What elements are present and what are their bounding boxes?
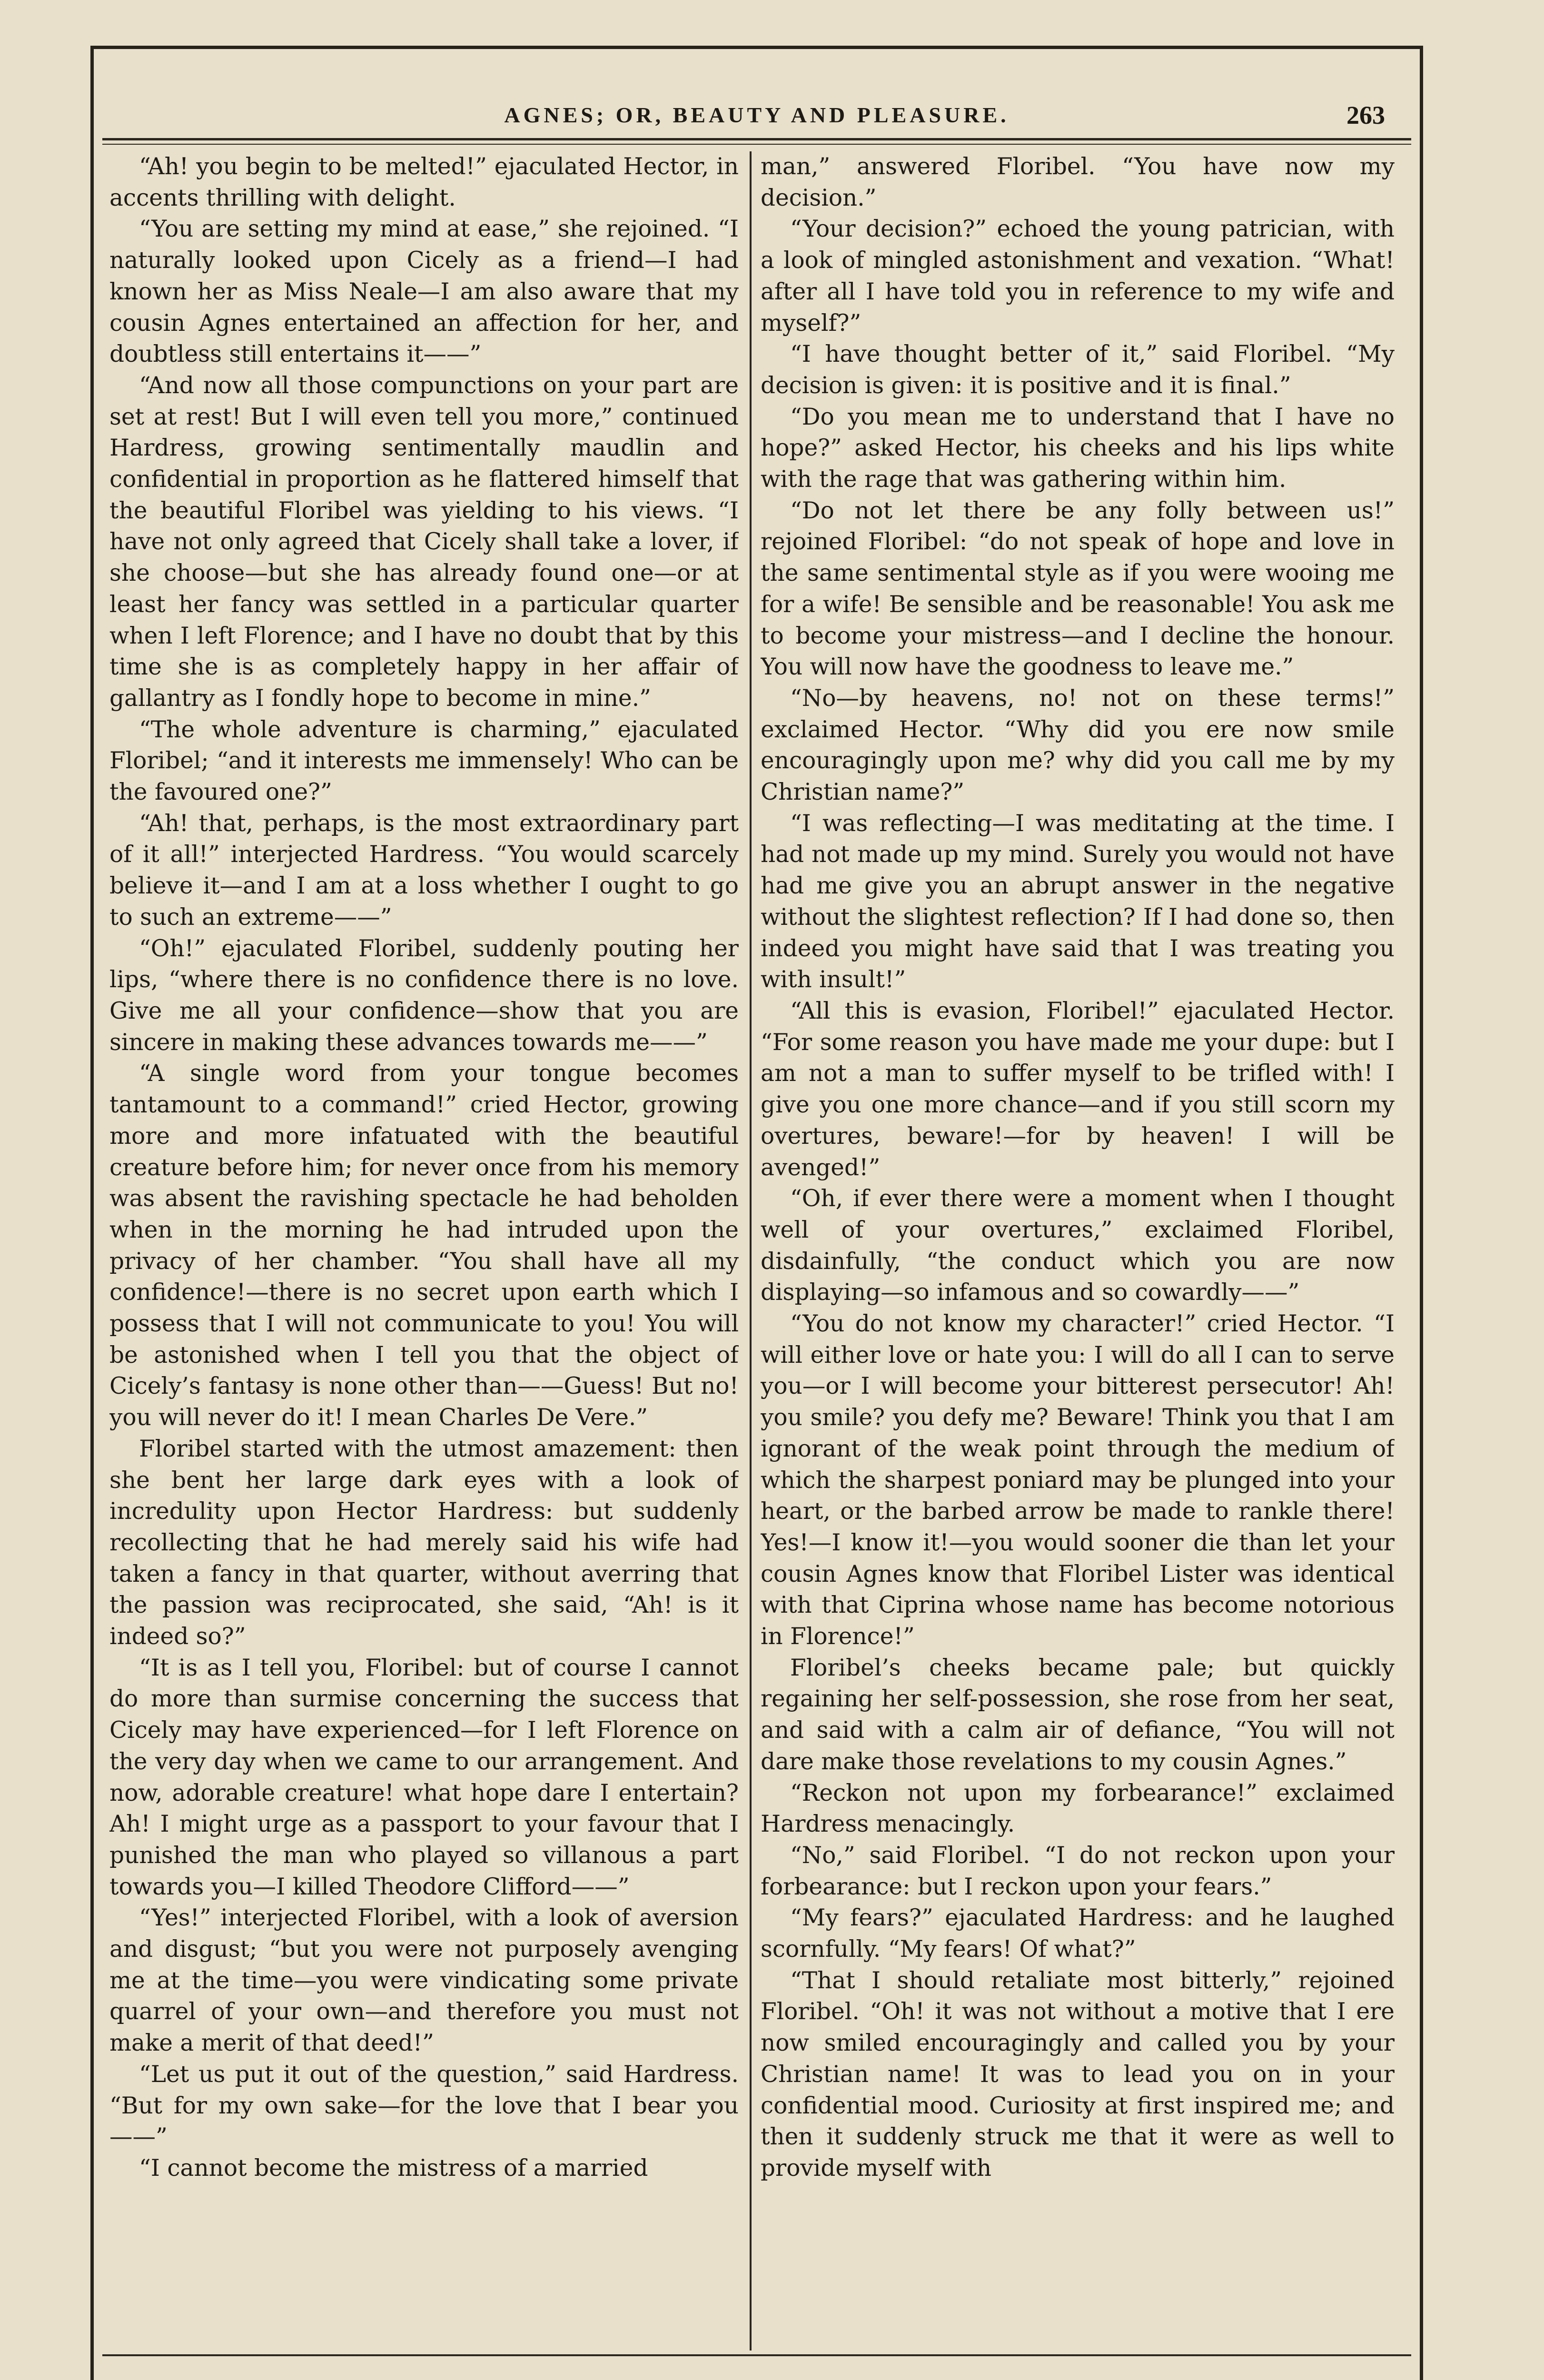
paragraph: “Ah! that, perhaps, is the most extraordinary part of it all!” interjected Hardress. “You would scarcely believe it—and I am at a loss whether I ought to go to such an extreme——” [109,810,739,931]
paragraph: “My fears?” ejaculated Hardress: and he laughed scornfully. “My fears! Of what?” [761,1904,1395,1963]
paragraph: “That I should retaliate most bitterly,” rejoined Floribel. “Oh! it was not without a motive that I ere now smiled encouragingly and called you by your Christian name! It was to lead you on in your confidential mood. Curiosity at first inspired me; and then it suddenly struck me that it were as well to provide myself with [761,1967,1395,2182]
bottom-rule [102,2354,1411,2356]
left-column [109,151,739,2350]
paragraph: “Oh, if ever there were a moment when I thought well of your overtures,” exclaimed Floribel, disdainfully, “the conduct which you are now displaying—so infamous and so cowardly——” [761,1185,1395,1306]
running-title: AGNES; OR, BEAUTY AND PLEASURE. [504,103,1010,127]
paragraph: “Let us put it out of the question,” said Hardress. “But for my own sake—for the love that I bear you——” [109,2061,739,2151]
paragraph: “I have thought better of it,” said Floribel. “My decision is given: it is positive and it is final.” [761,341,1395,399]
paragraph: “No,” said Floribel. “I do not reckon upon your forbearance: but I reckon upon your fears.” [761,1842,1395,1900]
header-rule-thin [102,144,1411,145]
paragraph: “I was reflecting—I was meditating at the time. I had not made up my mind. Surely you would not have had me give you an abrupt answer in the negative without the slightest reflection? If I had done so, then indeed you might have said that I was treating you with insult!” [761,810,1395,993]
paragraph: “Do not let there be any folly between us!” rejoined Floribel: “do not speak of hope and love in the same sentimental style as if you were wooing me for a wife! Be sensible and be reasonable! You ask me to become your mistress—and I decline the honour. You will now have the goodness to leave me.” [761,497,1395,681]
paragraph: “The whole adventure is charming,” ejaculated Floribel; “and it interests me immensely! Who can be the favoured one?” [109,716,739,806]
paragraph: “It is as I tell you, Floribel: but of course I cannot do more than surmise concerning the success that Cicely may have experienced—for I left Florence on the very day when we came to our arrangement. And now, adorable creature! what hope dare I entertain? Ah! I might urge as a passport to your favour that I punished the man who played so villanous a part towards you—I killed Theodore Clifford——” [109,1654,739,1900]
paragraph: “I cannot become the mistress of a married [139,2155,648,2182]
page-number: 263 [1346,101,1385,129]
paragraph: “Yes!” interjected Floribel, with a look of aversion and disgust; “but you were not purposely avenging me at the time—you were vindicating some private quarrel of your own—and therefore you must not make a merit of that deed!” [109,1904,739,2057]
paragraph: “Ah! you begin to be melted!” ejaculated Hector, in accents thrilling with delight. [109,153,739,211]
paragraph: “All this is evasion, Floribel!” ejaculated Hector. “For some reason you have made me your dupe: but I am not a man to suffer myself to be trifled with! I give you one more chance—and if you still scorn my overtures, beware!—for by heaven! I will be avenged!” [761,997,1395,1181]
paragraph: “Do you mean me to understand that I have no hope?” asked Hector, his cheeks and his lips white with the rage that was gathering within him. [761,403,1395,493]
paragraph: “No—by heavens, no! not on these terms!” exclaimed Hector. “Why did you ere now smile encouragingly upon me? why did you call me by my Christian name?” [761,684,1395,806]
paragraph: “Reckon not upon my forbearance!” exclaimed Hardress menacingly. [761,1779,1395,1838]
paragraph: “Oh!” ejaculated Floribel, suddenly pouting her lips, “where there is no confidence there is no love. Give me all your confidence—show that you are sincere in making these advances towards me——” [109,935,739,1056]
header-rule [102,138,1411,140]
paragraph: man,” answered Floribel. “You have now my decision.” [761,153,1395,211]
paragraph: “And now all those compunctions on your part are set at rest! But I will even tell you more,” continued Hardress, growing sentimentally maudlin and confidential in proportion as he flattered himself that the beautiful Floribel was yielding to his views. “I have not only agreed that Cicely shall take a lover, if she choose—but she has already found one—or at least her fancy was settled in a particular quarter when I left Florence; and I have no doubt that by this time she is as completely happy in her affair of gallantry as I fondly hope to become in mine.” [109,372,739,712]
right-column [761,151,1395,2350]
paragraph: Floribel started with the utmost amazement: then she bent her large dark eyes with a look of incredulity upon Hector Hardress: but suddenly recollecting that he had merely said his wife had taken a fancy in that quarter, without averring that the passion was reciprocated, she said, “Ah! is it indeed so?” [109,1435,739,1650]
paragraph: “You are setting my mind at ease,” she rejoined. “I naturally looked upon Cicely as a friend—I had known her as Miss Neale—I am also aware that my cousin Agnes entertained an affection for her, and doubtless still entertains it——” [109,216,739,368]
paragraph: “A single word from your tongue becomes tantamount to a command!” cried Hector, growing more and more infatuated with the beautiful creature before him; for never once from his memory was absent the ravishing spectacle he had beholden when in the morning he had intruded upon the privacy of her chamber. “You shall have all my confidence!—there is no secret upon earth which I possess that I will not communicate to you! You will be astonished when I tell you that the object of Cicely’s fantasy is none other than——Guess! But no! you will never do it! I mean Charles De Vere.” [109,1060,739,1431]
paragraph: “You do not know my character!” cried Hector. “I will either love or hate you: I will do all I can to serve you—or I will become your bitterest persecutor! Ah! you smile? you defy me? Beware! Think you that I am ignorant of the weak point through the medium of which the sharpest poniard may be plunged into your heart, or the barbed arrow be made to rankle there! Yes!—I know it!—you would sooner die than let your cousin Agnes know that Floribel Lister was identical with that Ciprina whose name has become notorious in Florence!” [761,1310,1395,1650]
running-header [95,100,1418,130]
paragraph: “Your decision?” echoed the young patrician, with a look of mingled astonishment and vexation. “What! after all I have told you in reference to my wife and myself?” [761,216,1395,337]
paragraph: Floribel’s cheeks became pale; but quickly regaining her self-possession, she rose from her seat, and said with a calm air of defiance, “You will not dare make those revelations to my cousin Agnes.” [761,1654,1395,1775]
column-divider [750,151,752,2350]
